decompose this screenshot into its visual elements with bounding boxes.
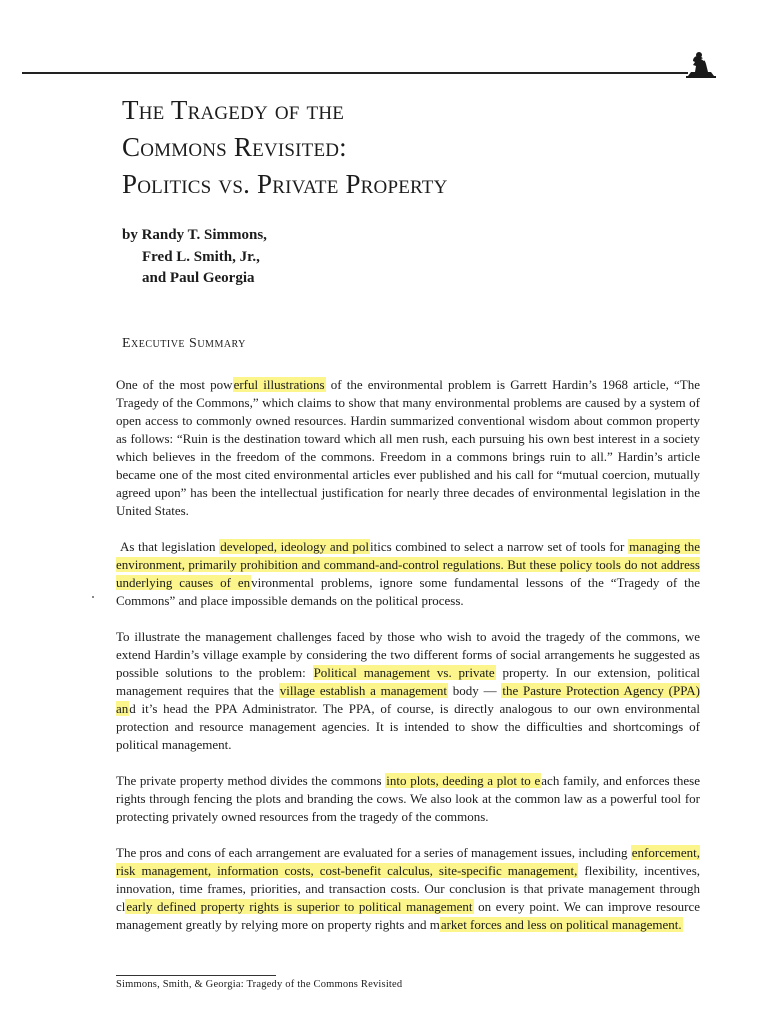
paragraph — [116, 538, 700, 610]
document-title — [122, 92, 682, 203]
section-heading: Executive Summary — [122, 336, 246, 351]
paragraph-text: property. In our extension, political management requires that the — [116, 665, 700, 698]
author-line: Fred L. Smith, Jr., — [142, 248, 260, 265]
paragraph — [116, 844, 700, 934]
title-line: The Tragedy of the — [122, 95, 345, 125]
highlighted-text: erful illustrations — [233, 377, 325, 392]
paragraph-text: The pros and cons of each arrangement are evaluated for a series of management issues, including — [116, 845, 631, 860]
author-line: by Randy T. Simmons, — [122, 227, 267, 243]
paragraph-text: body — — [448, 683, 502, 698]
highlighted-text: enforcement, risk management, information costs, cost-benefit calculus, site-specific management, — [116, 845, 700, 878]
executive-summary-body — [116, 376, 700, 952]
paragraph-text: d it’s head the PPA Administrator. The PPA, of course, is directly analogous to our own environmental protection and resource management agencies. It is intended to show the difficulties and shortcomings of political management. — [116, 701, 700, 752]
author-byline — [122, 225, 622, 290]
paragraph — [116, 772, 700, 826]
highlighted-text: Political management vs. private — [313, 665, 495, 680]
paragraph — [116, 376, 700, 520]
scan-artifact — [92, 596, 94, 598]
paragraph-text: flexibility, incentives, innovation, time frames, priorities, and transaction costs. Our conclusion is that private management through cl — [116, 863, 700, 914]
title-line: Politics vs. Private Property — [122, 169, 448, 199]
highlighted-text: arket forces and less on political management. — [440, 917, 682, 932]
paragraph-text: One of the most pow — [116, 377, 233, 392]
title-line: Commons Revisited: — [122, 132, 347, 162]
highlighted-text: early defined property rights is superior to political management — [126, 899, 473, 914]
highlighted-text: into plots, deeding a plot to e — [386, 773, 541, 788]
paragraph-text: vironmental problems, ignore some fundamental lessons of the “Tragedy of the Commons” and place impossible demands on the political process. — [116, 575, 700, 608]
paragraph-text: itics combined to select a narrow set of tools for — [369, 539, 629, 554]
paragraph — [116, 628, 700, 754]
highlighted-text: village establish a management — [279, 683, 448, 698]
highlighted-text: the Pasture Protection Agency (PPA) an — [116, 683, 700, 716]
paragraph-text: on every point. We can improve resource management greatly by relying more on property rights and m — [116, 899, 701, 932]
header-rule — [22, 72, 688, 74]
paragraph-text: As that legislation — [120, 539, 220, 554]
paragraph-text: The private property method divides the commons — [116, 773, 386, 788]
highlighted-text: developed, ideology and pol — [220, 539, 369, 554]
paragraph-text: ach family, and enforces these rights through fencing the plots and branding the cows. We also look at the common law as a powerful tool for protecting privately owned resources from the tragedy of the commons. — [116, 773, 700, 824]
publisher-logo-icon — [684, 50, 718, 80]
paragraph-text: To illustrate the management challenges faced by those who wish to avoid the tragedy of the commons, we extend Hardin’s village example by considering the two different forms of social arrangements he suggested as possible solutions to the problem: — [116, 629, 700, 680]
footer-rule — [116, 975, 276, 976]
author-line: and Paul Georgia — [142, 270, 255, 286]
running-footer: Simmons, Smith, & Georgia: Tragedy of the Commons Revisited — [116, 979, 403, 990]
paragraph-text: of the environmental problem is Garrett Hardin’s 1968 article, “The Tragedy of the Commons,” which claims to show that many environmental problems are caused by a system of open access to commonly owned resources. Hardin summarized conventional wisdom about common property as follows: “Ruin is the destination toward which all men rush, each pursuing his own best interest in a society which believes in the freedom of the commons. Freedom in a commons brings ruin to all.” Hardin’s article became one of the most cited environmental articles ever published and his call for “mutual coercion, mutually agreed upon” has been the intellectual justification for nearly three decades of environmental legislation in the United States. — [116, 377, 700, 518]
highlighted-text: managing the environment, primarily prohibition and command-and-control regulations. But these policy tools do not address underlying causes of en — [116, 539, 700, 590]
